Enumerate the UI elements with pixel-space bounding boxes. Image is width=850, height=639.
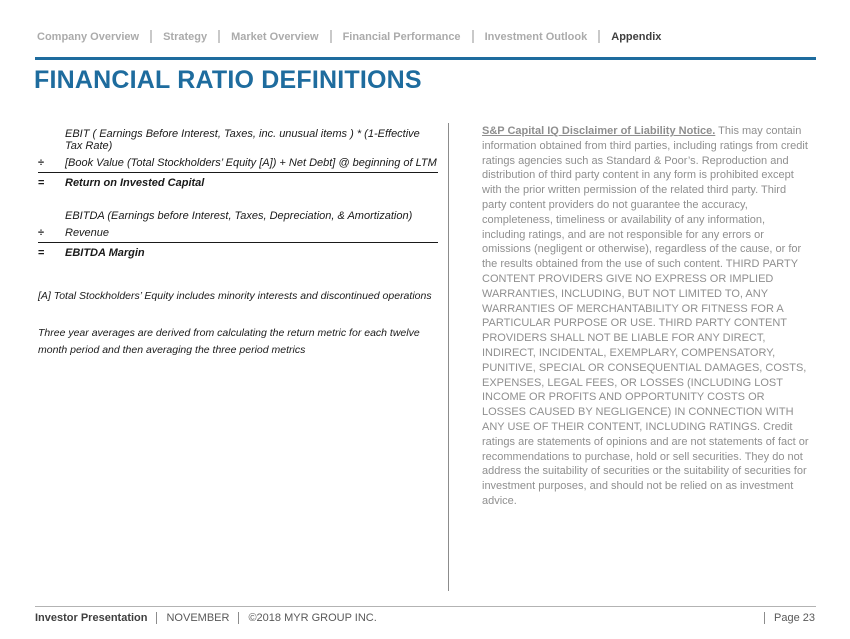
- nav-item-appendix: Appendix: [611, 30, 662, 43]
- disclaimer-paragraph: [482, 124, 810, 509]
- disclaimer-column: [482, 124, 810, 509]
- formula-denominator: Revenue: [65, 227, 110, 239]
- formula-row: [38, 225, 438, 243]
- nav-item-strategy: Strategy: [163, 30, 208, 43]
- nav-separator: [330, 30, 332, 43]
- footer: [35, 612, 815, 624]
- divide-operator: ÷: [38, 227, 45, 239]
- section-nav: [35, 30, 815, 43]
- nav-separator: [472, 30, 474, 43]
- page-number: Page 23: [774, 612, 815, 624]
- disclaimer-heading: S&P Capital IQ Disclaimer of Liability Notice.: [482, 125, 716, 137]
- nav-item-investment-outlook: Investment Outlook: [484, 30, 588, 43]
- footer-separator: [238, 612, 239, 624]
- nav-item-market-overview: Market Overview: [231, 30, 319, 43]
- footer-month: NOVEMBER: [166, 612, 230, 624]
- formula-denominator: [Book Value (Total Stockholders’ Equity [A]) + Net Debt] @ beginning of LTM: [65, 157, 437, 169]
- equals-operator: =: [38, 247, 45, 259]
- nav-separator: [598, 30, 600, 43]
- formula-numerator: EBIT ( Earnings Before Interest, Taxes, inc. unusual items ) * (1-Effective Tax Rate): [65, 128, 420, 152]
- nav-separator: [150, 30, 152, 43]
- footer-copyright: ©2018 MYR GROUP INC.: [248, 612, 377, 624]
- formula-result: EBITDA Margin: [65, 247, 145, 259]
- formula-result: Return on Invested Capital: [65, 177, 205, 189]
- footer-right: [755, 612, 815, 624]
- nav-item-financial-performance: Financial Performance: [342, 30, 461, 43]
- footer-separator: [156, 612, 157, 624]
- footer-left: [35, 612, 377, 624]
- formula-row: [38, 173, 438, 192]
- footer-presentation-title: Investor Presentation: [35, 612, 148, 624]
- formula-numerator: EBITDA (Earnings before Interest, Taxes, Depreciation, & Amortization): [65, 210, 413, 222]
- disclaimer-body: This may contain information obtained from third parties, including ratings from credit ratings agencies such as Standard & Poor’s. Reproduction and distribution of third party content in any form is prohibited except with the prior written permission of the related third party. Third party content providers do not guarantee the accuracy, completeness, timeliness or availability of any information, including ratings, and are not responsible for any errors or omissions (negligent or otherwise), regardless of the cause, or for the results obtained from the use of such content. THIRD PARTY CONTENT PROVIDERS GIVE NO EXPRESS OR IMPLIED WARRANTIES, INCLUDING, BUT NOT LIMITED TO, ANY WARRANTIES OF MERCHANTABILITY OR FITNESS FOR A PARTICULAR PURPOSE OR USE. THIRD PARTY CONTENT PROVIDERS SHALL NOT BE LIABLE FOR ANY DIRECT, INDIRECT, INCIDENTAL, EXEMPLARY, COMPENSATORY, PUNITIVE, SPECIAL OR CONSEQUENTIAL DAMAGES, COSTS, EXPENSES, LEGAL FEES, OR LOSSES (INCLUDING LOST INCOME OR PROFITS AND OPPORTUNITY COSTS OR LOSSES CAUSED BY NEGLIGENCE) IN CONNECTION WITH ANY USE OF THEIR CONTENT, INCLUDING RATINGS. Credit ratings are statements of opinions and are not statements of fact or recommendations to purchase, hold or sell securities. They do not address the suitability of securities or the suitability of securities for investment purposes, and should not be relied on as investment advice.: [482, 125, 809, 507]
- ebitda-margin-formula: [38, 208, 438, 262]
- formula-row: [38, 208, 438, 225]
- formula-row: [38, 126, 438, 155]
- nav-separator: [218, 30, 220, 43]
- formula-row: [38, 243, 438, 262]
- footnote-averages: Three year averages are derived from calculating the return metric for each twelve month period and then averaging the three period metrics: [38, 327, 420, 356]
- formula-column: [38, 126, 443, 359]
- divide-operator: ÷: [38, 157, 45, 169]
- footer-rule: [35, 606, 816, 607]
- nav-item-company-overview: Company Overview: [37, 30, 140, 43]
- formula-row: [38, 155, 438, 173]
- footer-separator: [764, 612, 765, 624]
- page-title: FINANCIAL RATIO DEFINITIONS: [34, 66, 422, 94]
- accent-rule: [35, 57, 816, 60]
- roic-formula: [38, 126, 438, 192]
- column-divider: [448, 123, 449, 591]
- equals-operator: =: [38, 177, 45, 189]
- footnote-a: [A] Total Stockholders’ Equity includes minority interests and discontinued operations: [38, 290, 432, 302]
